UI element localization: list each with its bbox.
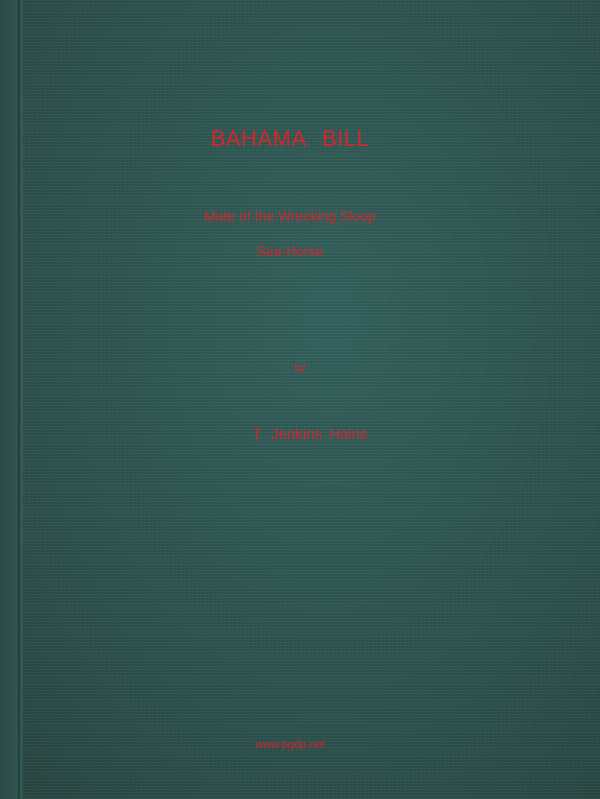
book-title: BAHAMA BILL — [210, 126, 370, 151]
book-subtitle-line1: Mate of the Wrecking Sloop — [204, 208, 376, 224]
byline: by — [294, 362, 306, 374]
website-credit: www.pgdp.net — [255, 739, 325, 751]
cover-left-edge — [0, 0, 18, 799]
spine-groove — [18, 0, 22, 799]
book-subtitle-line2: Sea-Horse — [256, 243, 324, 259]
author-name: T. Jenkins Hains — [252, 426, 368, 443]
